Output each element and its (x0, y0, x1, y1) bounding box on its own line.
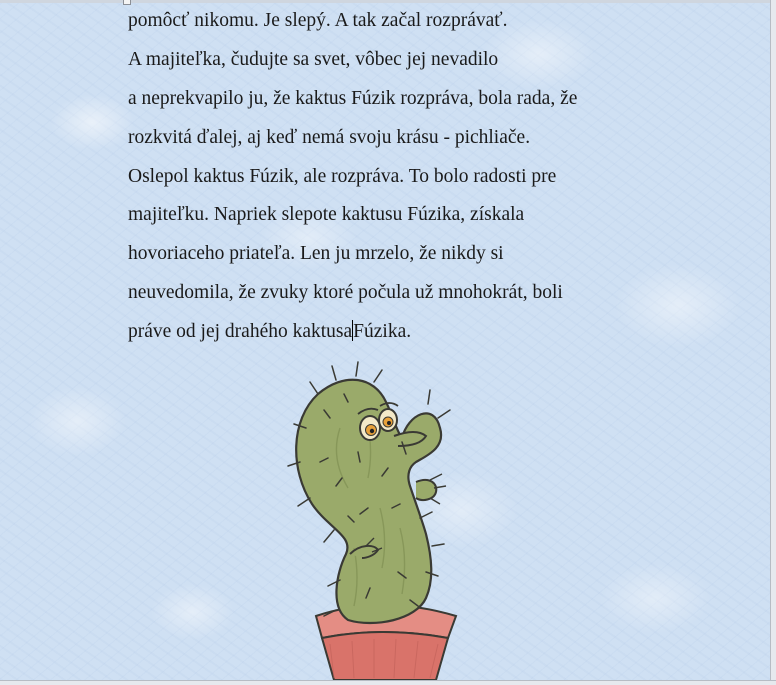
document-text[interactable] (128, 2, 688, 352)
text-line-4: rozkvitá ďalej, aj keď nemá svoju krásu - pichliače. (128, 126, 531, 148)
window-bottom-border (0, 680, 776, 685)
text-after-caret: Fúzika. (353, 321, 412, 343)
text-before-caret: práve od jej drahého kaktusa (128, 321, 353, 343)
text-line-8: neuvedomila, že zvuky ktoré počula už mnohokrát, boli (128, 282, 563, 304)
cactus-arm-right (416, 474, 446, 504)
text-line-7: hovoriaceho priateľa. Len ju mrzelo, že nikdy si (128, 243, 504, 265)
text-line-1: pomôcť nikomu. Je slepý. A tak začal rozprávať. (128, 10, 508, 31)
text-line-2: A majiteľka, čudujte sa svet, vôbec jej nevadilo (128, 48, 499, 70)
text-line-6: majiteľku. Napriek slepote kaktusu Fúzika, získala (128, 204, 525, 226)
cactus-illustration (270, 358, 470, 680)
window-right-border (770, 0, 776, 685)
text-line-9 (128, 313, 688, 352)
text-line-3: a neprekvapilo ju, že kaktus Fúzik rozpráva, bola rada, že (128, 87, 578, 109)
text-line-5: Oslepol kaktus Fúzik, ale rozpráva. To bolo radosti pre (128, 165, 557, 187)
